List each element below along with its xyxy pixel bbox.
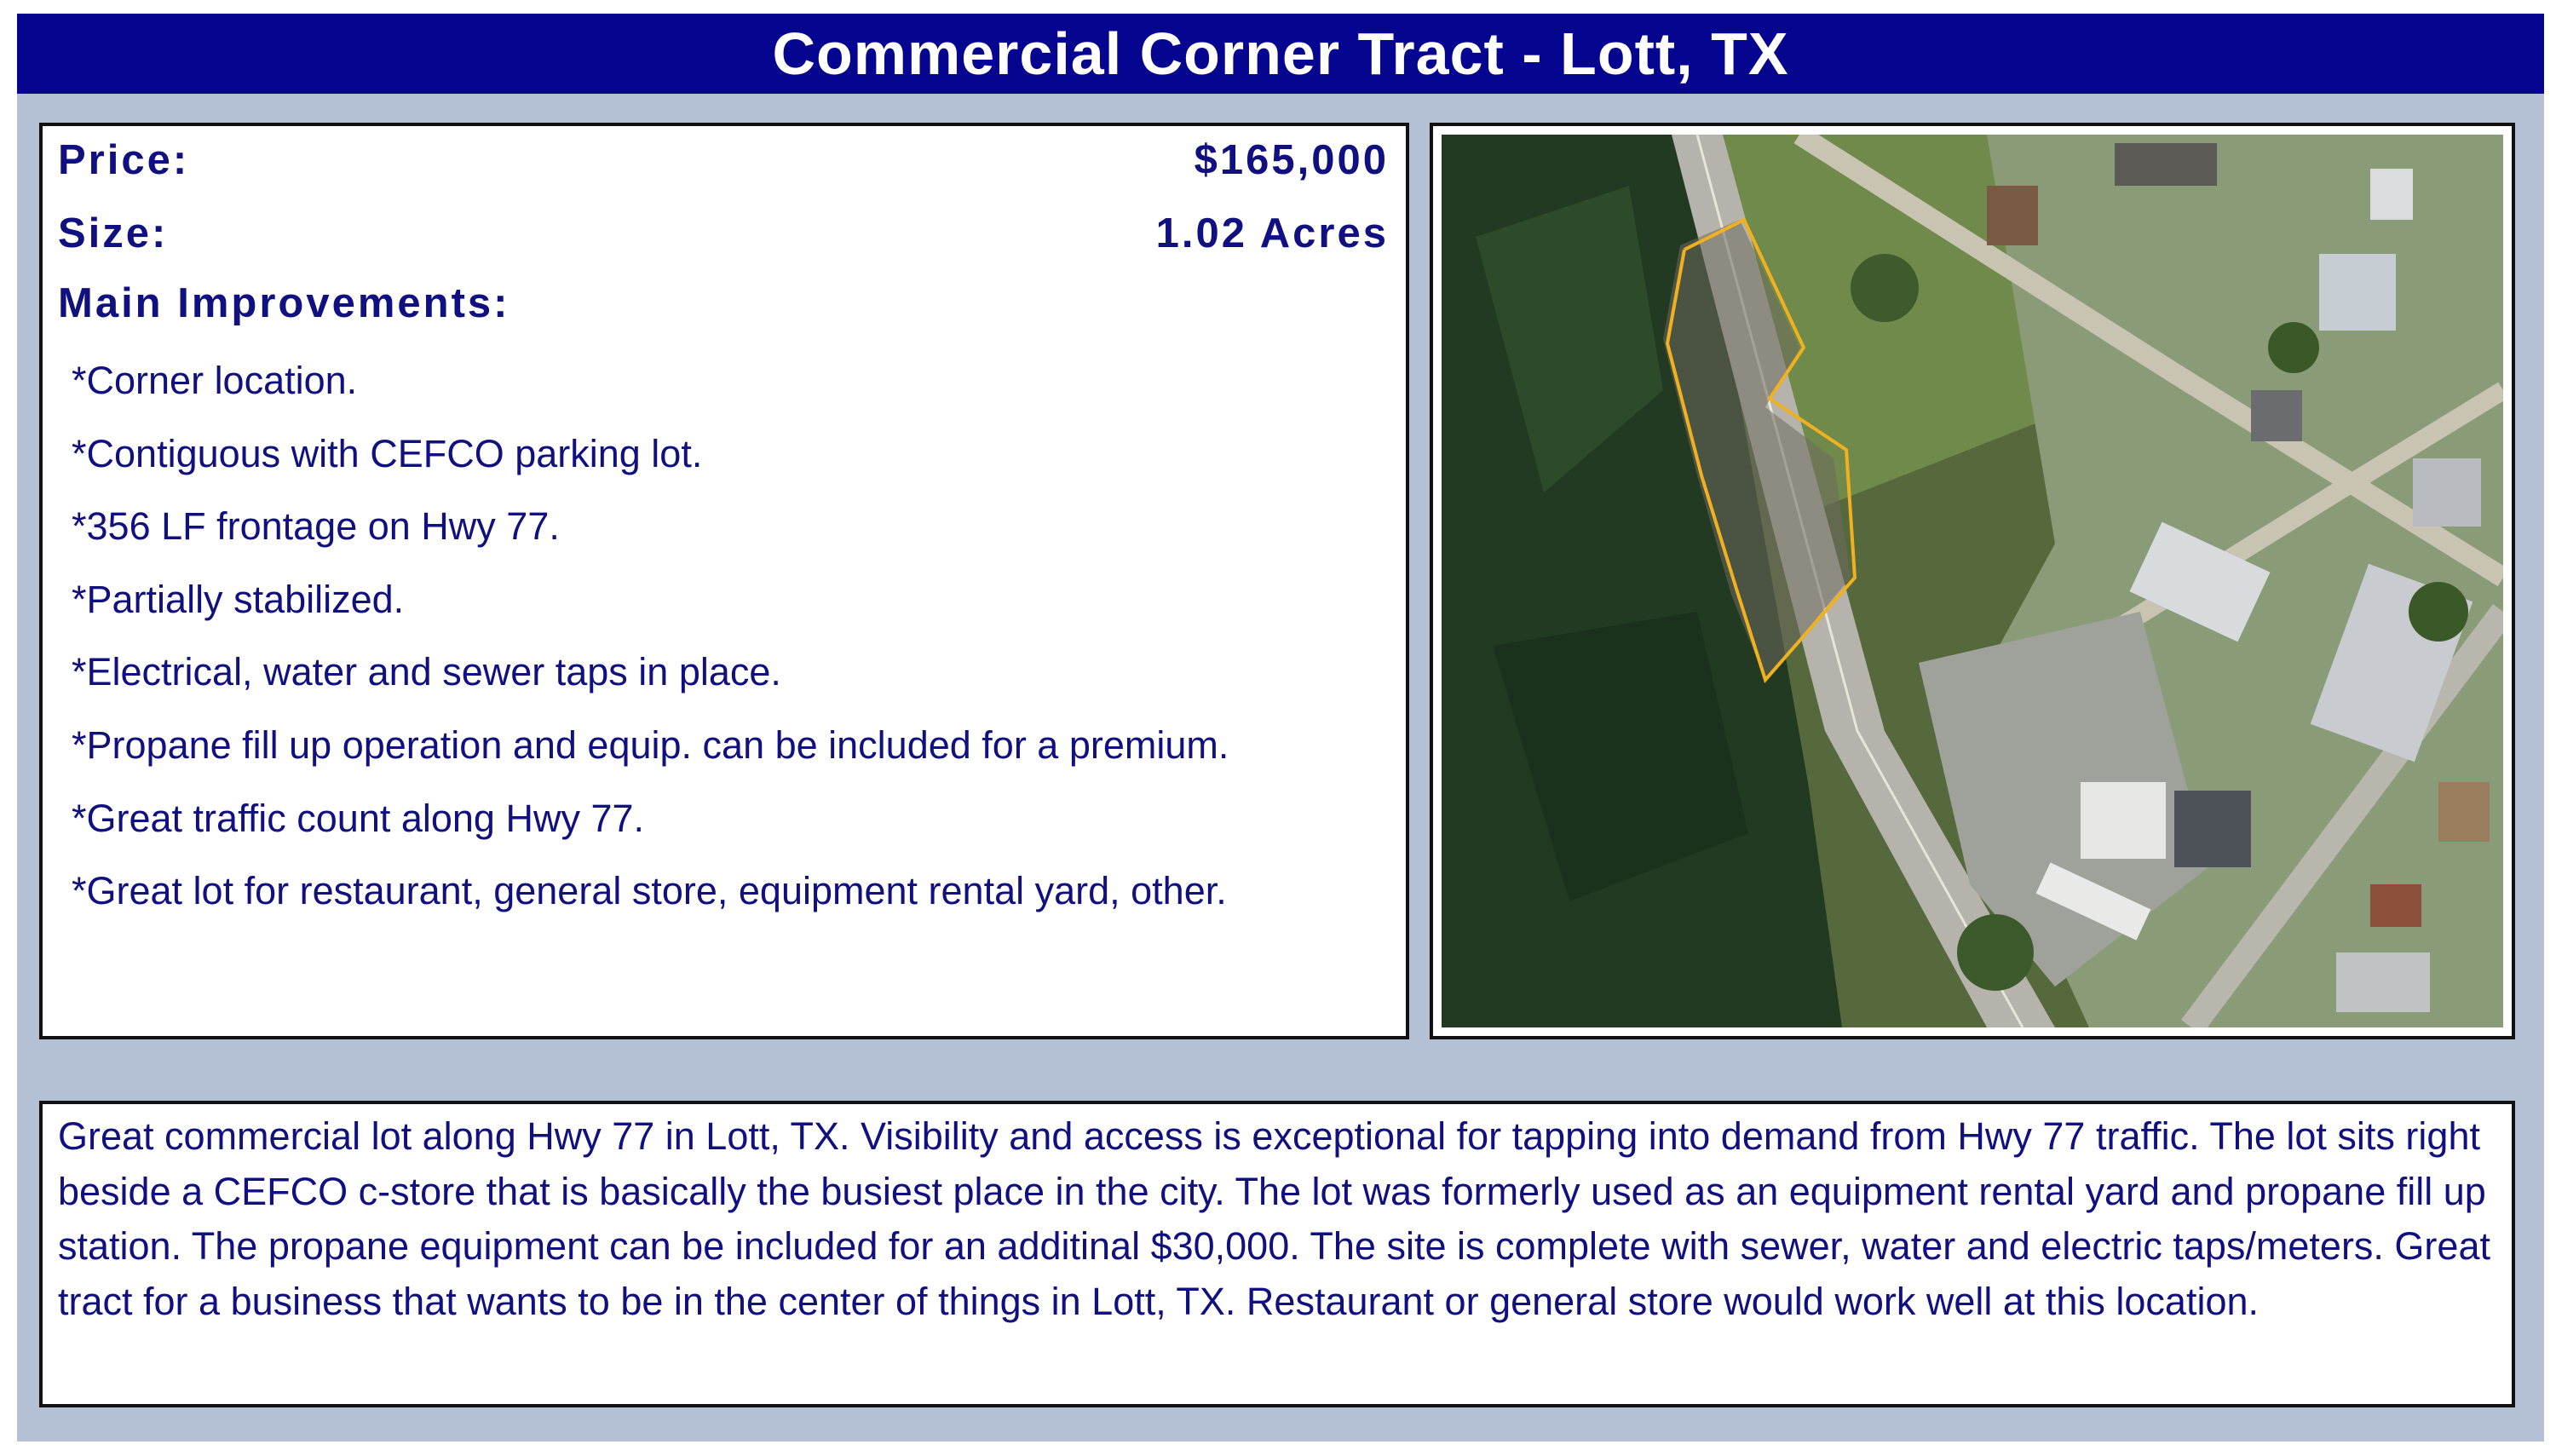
improvements-list bbox=[72, 344, 1229, 928]
list-item: *Partially stabilized. bbox=[72, 577, 405, 621]
aerial-photo bbox=[1430, 123, 2515, 1039]
aerial-map-image bbox=[1442, 135, 2503, 1027]
price-label: Price: bbox=[58, 137, 190, 183]
size-row bbox=[58, 208, 1389, 259]
list-item: *356 LF frontage on Hwy 77. bbox=[72, 504, 560, 549]
list-item: *Corner location. bbox=[72, 359, 358, 402]
description-panel bbox=[39, 1101, 2515, 1407]
list-item: *Great traffic count along Hwy 77. bbox=[72, 796, 645, 840]
price-value: $165,000 bbox=[1194, 137, 1389, 183]
list-item: *Great lot for restaurant, general store, equipment rental yard, other. bbox=[72, 869, 1227, 913]
page-title: Commercial Corner Tract - Lott, TX bbox=[17, 14, 2544, 94]
description-text: Great commercial lot along Hwy 77 in Lott, TX. Visibility and access is exceptional for tapping into demand from Hwy 77 traffic. The lot sits right beside a CEFCO c-store that is basically the busiest place in the city. The lot was formerly used as an equipment rental yard and propane fill up station. The propane equipment can be included for an additinal $30,000. The site is complete with sewer, water and electric taps/meters. Great tract for a business that wants to be in the center of things in Lott, TX. Restaurant or general store would work well at this location. bbox=[58, 1114, 2490, 1323]
price-row bbox=[58, 135, 1389, 186]
property-details-panel bbox=[39, 123, 1409, 1039]
size-label: Size: bbox=[58, 210, 169, 256]
improvements-heading: Main Improvements: bbox=[58, 280, 510, 326]
size-value: 1.02 Acres bbox=[1155, 210, 1389, 256]
list-item: *Propane fill up operation and equip. can be included for a premium. bbox=[72, 722, 1229, 767]
list-item: *Contiguous with CEFCO parking lot. bbox=[72, 431, 703, 475]
list-item: *Electrical, water and sewer taps in place. bbox=[72, 650, 781, 694]
